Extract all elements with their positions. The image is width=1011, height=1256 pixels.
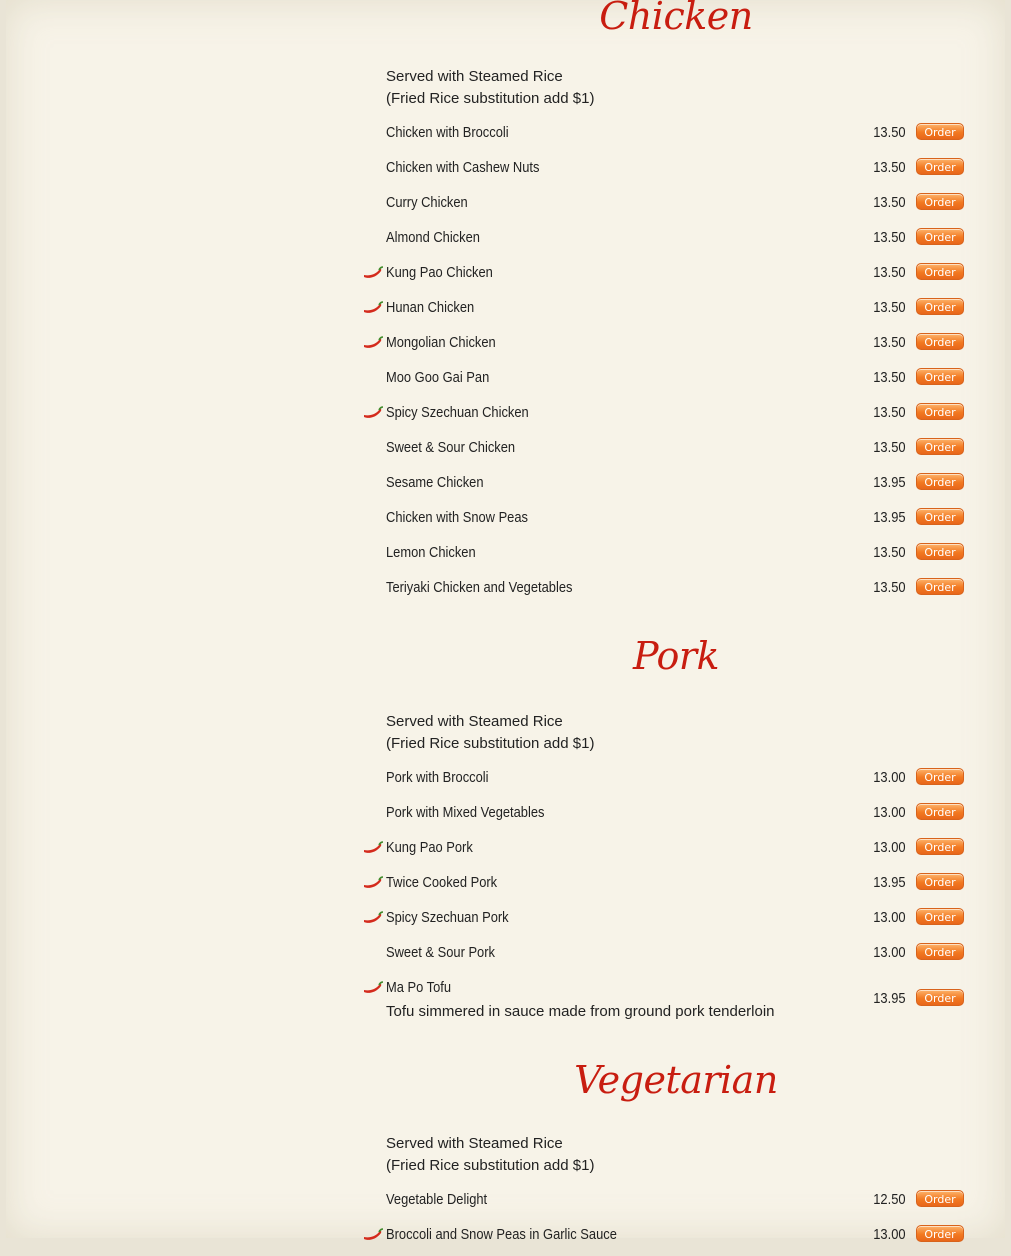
item-name: Moo Goo Gai Pan xyxy=(386,369,490,386)
item-name: Vegetable Delight xyxy=(386,1191,488,1208)
order-button[interactable]: Order xyxy=(916,803,964,820)
section-title-pork: Pork xyxy=(632,634,720,678)
item-name: Twice Cooked Pork xyxy=(386,874,498,891)
item-price: 13.50 xyxy=(873,229,906,246)
item-name: Sweet & Sour Chicken xyxy=(386,439,516,456)
item-price: 13.95 xyxy=(873,509,906,526)
order-button[interactable]: Order xyxy=(916,333,964,350)
order-button[interactable]: Order xyxy=(916,873,964,890)
menu-item xyxy=(362,439,972,469)
item-price: 13.95 xyxy=(873,874,906,891)
chili-pepper-icon xyxy=(362,406,384,420)
order-button[interactable]: Order xyxy=(916,403,964,420)
menu-item xyxy=(362,909,972,939)
chili-pepper-icon xyxy=(362,266,384,280)
order-button[interactable]: Order xyxy=(916,543,964,560)
item-name: Chicken with Broccoli xyxy=(386,124,509,141)
menu-item xyxy=(362,124,972,154)
menu-item xyxy=(362,194,972,224)
order-button[interactable]: Order xyxy=(916,228,964,245)
order-button[interactable]: Order xyxy=(916,158,964,175)
order-button[interactable]: Order xyxy=(916,1190,964,1207)
item-name: Hunan Chicken xyxy=(386,299,475,316)
menu-item xyxy=(362,474,972,504)
menu-item xyxy=(362,874,972,904)
chili-pepper-icon xyxy=(362,981,384,995)
order-button[interactable]: Order xyxy=(916,123,964,140)
order-button[interactable]: Order xyxy=(916,473,964,490)
chili-pepper-icon xyxy=(362,841,384,855)
chili-pepper-icon xyxy=(362,336,384,350)
chili-pepper-icon xyxy=(362,1228,384,1242)
order-button[interactable]: Order xyxy=(916,1225,964,1242)
item-price: 13.95 xyxy=(873,474,906,491)
item-name: Kung Pao Chicken xyxy=(386,264,493,281)
chili-pepper-icon xyxy=(362,876,384,890)
item-name: Teriyaki Chicken and Vegetables xyxy=(386,579,573,596)
order-button[interactable]: Order xyxy=(916,193,964,210)
section-title-vegetarian: Vegetarian xyxy=(574,1058,778,1102)
order-button[interactable]: Order xyxy=(916,263,964,280)
item-name: Pork with Broccoli xyxy=(386,769,489,786)
order-button[interactable]: Order xyxy=(916,838,964,855)
menu-item xyxy=(362,544,972,574)
item-name: Sesame Chicken xyxy=(386,474,484,491)
item-name: Almond Chicken xyxy=(386,229,480,246)
menu-item xyxy=(362,299,972,329)
item-price: 13.50 xyxy=(873,544,906,561)
item-name: Curry Chicken xyxy=(386,194,468,211)
menu-page xyxy=(6,0,1005,1243)
item-price: 13.50 xyxy=(873,264,906,281)
menu-item xyxy=(362,509,972,539)
menu-item xyxy=(362,369,972,399)
menu-item xyxy=(362,159,972,189)
item-price: 13.00 xyxy=(873,1226,906,1243)
menu-item xyxy=(362,944,972,974)
menu-item xyxy=(362,264,972,294)
menu-item xyxy=(362,404,972,434)
menu-item xyxy=(362,334,972,364)
menu-item xyxy=(362,579,972,609)
order-button[interactable]: Order xyxy=(916,989,964,1006)
item-price: 13.50 xyxy=(873,404,906,421)
menu-item xyxy=(362,839,972,869)
item-name: Chicken with Snow Peas xyxy=(386,509,528,526)
item-name: Spicy Szechuan Chicken xyxy=(386,404,529,421)
rice-note-vegetarian: Served with Steamed Rice (Fried Rice substitution add $1) xyxy=(386,1135,595,1174)
menu-item xyxy=(362,1191,972,1221)
order-button[interactable]: Order xyxy=(916,508,964,525)
item-price: 13.50 xyxy=(873,579,906,596)
menu-item xyxy=(362,804,972,834)
item-name: Mongolian Chicken xyxy=(386,334,496,351)
item-name: Broccoli and Snow Peas in Garlic Sauce xyxy=(386,1226,617,1243)
order-button[interactable]: Order xyxy=(916,438,964,455)
order-button[interactable]: Order xyxy=(916,943,964,960)
order-button[interactable]: Order xyxy=(916,298,964,315)
item-price: 13.00 xyxy=(873,804,906,821)
item-price: 13.00 xyxy=(873,909,906,926)
item-price: 13.50 xyxy=(873,369,906,386)
rice-note-chicken: Served with Steamed Rice (Fried Rice substitution add $1) xyxy=(386,68,595,107)
section-title-chicken: Chicken xyxy=(599,0,753,38)
item-price: 13.00 xyxy=(873,769,906,786)
menu-item xyxy=(362,229,972,259)
item-price: 12.50 xyxy=(873,1191,906,1208)
chili-pepper-icon xyxy=(362,301,384,315)
item-price: 13.00 xyxy=(873,944,906,961)
menu-item xyxy=(362,769,972,799)
item-price: 13.95 xyxy=(873,990,906,1007)
item-price: 13.50 xyxy=(873,159,906,176)
item-name: Chicken with Cashew Nuts xyxy=(386,159,540,176)
item-price: 13.50 xyxy=(873,194,906,211)
item-name: Lemon Chicken xyxy=(386,544,476,561)
item-price: 13.50 xyxy=(873,124,906,141)
menu-item xyxy=(362,1226,972,1256)
chili-pepper-icon xyxy=(362,911,384,925)
order-button[interactable]: Order xyxy=(916,908,964,925)
item-price: 13.50 xyxy=(873,299,906,316)
item-price: 13.50 xyxy=(873,439,906,456)
order-button[interactable]: Order xyxy=(916,768,964,785)
order-button[interactable]: Order xyxy=(916,578,964,595)
item-name: Ma Po Tofu xyxy=(386,979,452,996)
item-name: Pork with Mixed Vegetables xyxy=(386,804,545,821)
rice-note-pork: Served with Steamed Rice (Fried Rice substitution add $1) xyxy=(386,713,595,752)
item-name: Spicy Szechuan Pork xyxy=(386,909,509,926)
menu-item xyxy=(362,979,972,1029)
item-price: 13.50 xyxy=(873,334,906,351)
item-description: Tofu simmered in sauce made from ground pork tenderloin xyxy=(386,1003,775,1020)
order-button[interactable]: Order xyxy=(916,368,964,385)
item-price: 13.00 xyxy=(873,839,906,856)
item-name: Sweet & Sour Pork xyxy=(386,944,495,961)
item-name: Kung Pao Pork xyxy=(386,839,473,856)
